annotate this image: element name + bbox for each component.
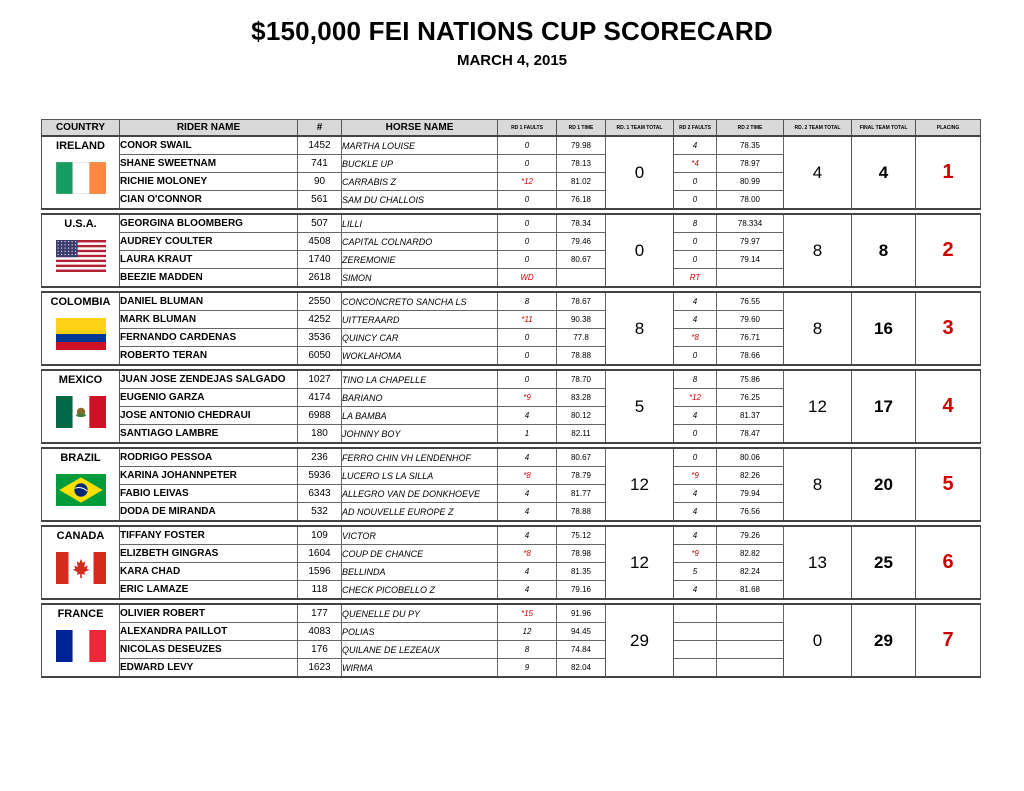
rd1-faults: 4 bbox=[498, 563, 557, 581]
horse-name: CARRABIS Z bbox=[342, 173, 498, 191]
rd1-faults: 0 bbox=[498, 347, 557, 366]
horse-name: SIMON bbox=[342, 269, 498, 288]
rider-number: 177 bbox=[298, 604, 342, 623]
rd1-faults: 4 bbox=[498, 581, 557, 600]
rd2-time: 76.71 bbox=[717, 329, 784, 347]
horse-name: TINO LA CHAPELLE bbox=[342, 370, 498, 389]
rider-number: 90 bbox=[298, 173, 342, 191]
rd1-time: 78.79 bbox=[557, 467, 606, 485]
final-team-total: 29 bbox=[852, 604, 916, 677]
rd1-team-total: 8 bbox=[606, 292, 674, 365]
rd2-time: 79.97 bbox=[717, 233, 784, 251]
rd2-faults: 4 bbox=[674, 136, 717, 155]
rd2-time: 81.68 bbox=[717, 581, 784, 600]
table-row bbox=[42, 604, 981, 623]
country-name: U.S.A. bbox=[64, 218, 97, 230]
rd2-time: 78.35 bbox=[717, 136, 784, 155]
team-placing: 3 bbox=[916, 292, 981, 365]
rider-name: LAURA KRAUT bbox=[120, 251, 298, 269]
rd2-time: 82.26 bbox=[717, 467, 784, 485]
rd1-time: 79.46 bbox=[557, 233, 606, 251]
rider-number: 6050 bbox=[298, 347, 342, 366]
horse-name: ZEREMONIE bbox=[342, 251, 498, 269]
rider-name: MARK BLUMAN bbox=[120, 311, 298, 329]
country-name: COLOMBIA bbox=[50, 296, 111, 308]
horse-name: WOKLAHOMA bbox=[342, 347, 498, 366]
horse-name: MARTHA LOUISE bbox=[342, 136, 498, 155]
team-country-cell bbox=[42, 136, 120, 209]
rd1-time: 78.98 bbox=[557, 545, 606, 563]
rider-number: 4083 bbox=[298, 623, 342, 641]
rd1-faults: *15 bbox=[498, 604, 557, 623]
rd2-time bbox=[717, 604, 784, 623]
rd1-time: 81.35 bbox=[557, 563, 606, 581]
rd2-faults: *8 bbox=[674, 329, 717, 347]
rd2-faults: 4 bbox=[674, 292, 717, 311]
horse-name: COUP DE CHANCE bbox=[342, 545, 498, 563]
rd1-time: 80.67 bbox=[557, 251, 606, 269]
rd2-faults: 0 bbox=[674, 347, 717, 366]
country-name: MEXICO bbox=[58, 374, 103, 386]
final-team-total: 17 bbox=[852, 370, 916, 443]
rider-number: 109 bbox=[298, 526, 342, 545]
rider-number: 1623 bbox=[298, 659, 342, 678]
team-country-cell bbox=[42, 448, 120, 521]
rd2-faults: 0 bbox=[674, 251, 717, 269]
rider-number: 6343 bbox=[298, 485, 342, 503]
rd2-time: 78.47 bbox=[717, 425, 784, 444]
rd1-time: 94.45 bbox=[557, 623, 606, 641]
rider-number: 741 bbox=[298, 155, 342, 173]
rd2-faults: 8 bbox=[674, 214, 717, 233]
rd1-faults: *8 bbox=[498, 467, 557, 485]
rider-name: RICHIE MOLONEY bbox=[120, 173, 298, 191]
horse-name: SAM DU CHALLOIS bbox=[342, 191, 498, 210]
rd2-faults: 0 bbox=[674, 425, 717, 444]
header-rd2-time: RD 2 TIME bbox=[717, 120, 784, 137]
rider-number: 3536 bbox=[298, 329, 342, 347]
header-placing: PLACING bbox=[916, 120, 981, 137]
ireland-flag bbox=[56, 162, 106, 194]
rd2-time: 79.26 bbox=[717, 526, 784, 545]
rider-name: DANIEL BLUMAN bbox=[120, 292, 298, 311]
rider-number: 4508 bbox=[298, 233, 342, 251]
table-row bbox=[42, 526, 981, 545]
team-country-cell bbox=[42, 604, 120, 677]
rd1-time: 74.84 bbox=[557, 641, 606, 659]
rider-number: 1604 bbox=[298, 545, 342, 563]
rd2-faults: 0 bbox=[674, 191, 717, 210]
rd1-faults: *12 bbox=[498, 173, 557, 191]
rd1-time: 80.12 bbox=[557, 407, 606, 425]
rd1-time: 75.12 bbox=[557, 526, 606, 545]
rider-number: 561 bbox=[298, 191, 342, 210]
rd2-time: 79.94 bbox=[717, 485, 784, 503]
rd1-time: 91.96 bbox=[557, 604, 606, 623]
rd1-faults: 12 bbox=[498, 623, 557, 641]
header-rd2-team-total: RD. 2 TEAM TOTAL bbox=[784, 120, 852, 137]
rd1-faults: 0 bbox=[498, 214, 557, 233]
rider-name: KARA CHAD bbox=[120, 563, 298, 581]
rider-number: 236 bbox=[298, 448, 342, 467]
rd2-team-total: 4 bbox=[784, 136, 852, 209]
rider-number: 1740 bbox=[298, 251, 342, 269]
team-placing: 4 bbox=[916, 370, 981, 443]
rd1-faults: 8 bbox=[498, 641, 557, 659]
rd2-time: 80.06 bbox=[717, 448, 784, 467]
rd1-time: 82.11 bbox=[557, 425, 606, 444]
rd2-faults: 0 bbox=[674, 233, 717, 251]
rd1-faults: 4 bbox=[498, 503, 557, 522]
rd2-time: 78.66 bbox=[717, 347, 784, 366]
france-flag bbox=[56, 630, 106, 662]
rider-name: ERIC LAMAZE bbox=[120, 581, 298, 600]
rd1-time: 78.34 bbox=[557, 214, 606, 233]
rd1-faults: 4 bbox=[498, 485, 557, 503]
rd1-faults: WD bbox=[498, 269, 557, 288]
rd2-faults: 4 bbox=[674, 526, 717, 545]
rider-name: OLIVIER ROBERT bbox=[120, 604, 298, 623]
rd2-faults: RT bbox=[674, 269, 717, 288]
team-placing: 6 bbox=[916, 526, 981, 599]
table-row bbox=[42, 214, 981, 233]
country-name: FRANCE bbox=[57, 608, 104, 620]
rd2-faults: *9 bbox=[674, 467, 717, 485]
team-country-cell bbox=[42, 292, 120, 365]
rd2-faults bbox=[674, 604, 717, 623]
rd2-team-total: 8 bbox=[784, 214, 852, 287]
colombia-flag bbox=[56, 318, 106, 350]
country-name: IRELAND bbox=[56, 140, 105, 152]
rd1-faults: *11 bbox=[498, 311, 557, 329]
team-placing: 5 bbox=[916, 448, 981, 521]
rd2-time: 76.56 bbox=[717, 503, 784, 522]
header-rider: RIDER NAME bbox=[120, 120, 298, 137]
rd1-time: 82.04 bbox=[557, 659, 606, 678]
rd2-time bbox=[717, 623, 784, 641]
horse-name: QUILANE DE LEZEAUX bbox=[342, 641, 498, 659]
rd2-faults: 8 bbox=[674, 370, 717, 389]
usa-flag bbox=[56, 240, 106, 272]
horse-name: LILLI bbox=[342, 214, 498, 233]
canada-flag bbox=[56, 552, 106, 584]
rider-name: GEORGINA BLOOMBERG bbox=[120, 214, 298, 233]
rd2-faults: *12 bbox=[674, 389, 717, 407]
header-final-team-total: FINAL TEAM TOTAL bbox=[852, 120, 916, 137]
rd1-time: 81.02 bbox=[557, 173, 606, 191]
rider-name: JUAN JOSE ZENDEJAS SALGADO bbox=[120, 370, 298, 389]
rd1-time: 90.38 bbox=[557, 311, 606, 329]
horse-name: QUINCY CAR bbox=[342, 329, 498, 347]
rd1-time: 78.70 bbox=[557, 370, 606, 389]
mexico-flag bbox=[56, 396, 106, 428]
final-team-total: 16 bbox=[852, 292, 916, 365]
team-placing: 1 bbox=[916, 136, 981, 209]
rd1-time bbox=[557, 269, 606, 288]
rd1-faults: 0 bbox=[498, 329, 557, 347]
horse-name: UITTERAARD bbox=[342, 311, 498, 329]
rd2-time: 81.37 bbox=[717, 407, 784, 425]
rd2-faults: 4 bbox=[674, 311, 717, 329]
rd2-time: 76.25 bbox=[717, 389, 784, 407]
rider-number: 180 bbox=[298, 425, 342, 444]
brazil-flag bbox=[56, 474, 106, 506]
final-team-total: 20 bbox=[852, 448, 916, 521]
rd2-time bbox=[717, 659, 784, 678]
rd1-time: 78.88 bbox=[557, 503, 606, 522]
header-number: # bbox=[298, 120, 342, 137]
rd2-faults: 5 bbox=[674, 563, 717, 581]
rd1-faults: 0 bbox=[498, 136, 557, 155]
header-rd1-time: RD 1 TIME bbox=[557, 120, 606, 137]
header-horse: HORSE NAME bbox=[342, 120, 498, 137]
rd2-time: 75.86 bbox=[717, 370, 784, 389]
rider-number: 507 bbox=[298, 214, 342, 233]
rd2-time: 79.14 bbox=[717, 251, 784, 269]
horse-name: CONCONCRETO SANCHA LS bbox=[342, 292, 498, 311]
rd2-time: 82.24 bbox=[717, 563, 784, 581]
rd1-faults: 4 bbox=[498, 526, 557, 545]
rd1-team-total: 29 bbox=[606, 604, 674, 677]
team-placing: 7 bbox=[916, 604, 981, 677]
page-title: $150,000 FEI NATIONS CUP SCORECARD bbox=[251, 16, 773, 46]
rd1-faults: 0 bbox=[498, 251, 557, 269]
horse-name: AD NOUVELLE EUROPE Z bbox=[342, 503, 498, 522]
rider-name: DODA DE MIRANDA bbox=[120, 503, 298, 522]
rider-name: FABIO LEIVAS bbox=[120, 485, 298, 503]
horse-name: QUENELLE DU PY bbox=[342, 604, 498, 623]
rider-number: 176 bbox=[298, 641, 342, 659]
scorecard-table bbox=[41, 119, 981, 678]
rd2-faults: 4 bbox=[674, 581, 717, 600]
rd1-faults: 0 bbox=[498, 370, 557, 389]
rd1-time: 83.28 bbox=[557, 389, 606, 407]
horse-name: JOHNNY BOY bbox=[342, 425, 498, 444]
table-row bbox=[42, 136, 981, 155]
header-country: COUNTRY bbox=[42, 120, 120, 137]
horse-name: LA BAMBA bbox=[342, 407, 498, 425]
rd1-faults: 1 bbox=[498, 425, 557, 444]
rider-name: ALEXANDRA PAILLOT bbox=[120, 623, 298, 641]
final-team-total: 4 bbox=[852, 136, 916, 209]
rd1-time: 78.13 bbox=[557, 155, 606, 173]
rider-number: 118 bbox=[298, 581, 342, 600]
rd2-time bbox=[717, 269, 784, 288]
rd2-faults: 0 bbox=[674, 448, 717, 467]
rd2-time: 76.55 bbox=[717, 292, 784, 311]
rd1-faults: 0 bbox=[498, 191, 557, 210]
rider-number: 532 bbox=[298, 503, 342, 522]
rd1-faults: 0 bbox=[498, 233, 557, 251]
rider-number: 2618 bbox=[298, 269, 342, 288]
rider-number: 4252 bbox=[298, 311, 342, 329]
rd1-time: 76.18 bbox=[557, 191, 606, 210]
team-country-cell bbox=[42, 370, 120, 443]
team-country-cell bbox=[42, 214, 120, 287]
horse-name: BELLINDA bbox=[342, 563, 498, 581]
horse-name: CAPITAL COLNARDO bbox=[342, 233, 498, 251]
horse-name: VICTOR bbox=[342, 526, 498, 545]
table-row bbox=[42, 370, 981, 389]
rider-name: AUDREY COULTER bbox=[120, 233, 298, 251]
horse-name: FERRO CHIN VH LENDENHOF bbox=[342, 448, 498, 467]
rd1-faults: 8 bbox=[498, 292, 557, 311]
rd1-time: 81.77 bbox=[557, 485, 606, 503]
country-name: CANADA bbox=[56, 530, 105, 542]
rd2-faults: 0 bbox=[674, 173, 717, 191]
rider-name: SHANE SWEETNAM bbox=[120, 155, 298, 173]
rd2-faults bbox=[674, 623, 717, 641]
rd1-faults: 4 bbox=[498, 407, 557, 425]
rd2-team-total: 13 bbox=[784, 526, 852, 599]
rider-name: BEEZIE MADDEN bbox=[120, 269, 298, 288]
rider-number: 1452 bbox=[298, 136, 342, 155]
rider-name: JOSE ANTONIO CHEDRAUI bbox=[120, 407, 298, 425]
horse-name: POLIAS bbox=[342, 623, 498, 641]
header-rd1-faults: RD 1 FAULTS bbox=[498, 120, 557, 137]
rd2-faults bbox=[674, 641, 717, 659]
horse-name: ALLEGRO VAN DE DONKHOEVE bbox=[342, 485, 498, 503]
horse-name: BUCKLE UP bbox=[342, 155, 498, 173]
rider-name: SANTIAGO LAMBRE bbox=[120, 425, 298, 444]
rider-name: CONOR SWAIL bbox=[120, 136, 298, 155]
rd1-team-total: 12 bbox=[606, 448, 674, 521]
rd2-team-total: 8 bbox=[784, 448, 852, 521]
rd1-time: 79.16 bbox=[557, 581, 606, 600]
rider-name: TIFFANY FOSTER bbox=[120, 526, 298, 545]
rd1-time: 78.67 bbox=[557, 292, 606, 311]
horse-name: LUCERO LS LA SILLA bbox=[342, 467, 498, 485]
rd2-team-total: 8 bbox=[784, 292, 852, 365]
rider-number: 1596 bbox=[298, 563, 342, 581]
rd1-team-total: 0 bbox=[606, 136, 674, 209]
rd1-team-total: 12 bbox=[606, 526, 674, 599]
rider-number: 2550 bbox=[298, 292, 342, 311]
rd2-team-total: 0 bbox=[784, 604, 852, 677]
rider-name: NICOLAS DESEUZES bbox=[120, 641, 298, 659]
rd1-time: 79.98 bbox=[557, 136, 606, 155]
final-team-total: 8 bbox=[852, 214, 916, 287]
rider-number: 1027 bbox=[298, 370, 342, 389]
table-row bbox=[42, 292, 981, 311]
rd1-time: 80.67 bbox=[557, 448, 606, 467]
rider-name: RODRIGO PESSOA bbox=[120, 448, 298, 467]
rider-name: ELIZBETH GINGRAS bbox=[120, 545, 298, 563]
rd2-time: 79.60 bbox=[717, 311, 784, 329]
rd2-time: 80.99 bbox=[717, 173, 784, 191]
rd1-faults: 4 bbox=[498, 448, 557, 467]
rd1-faults: 9 bbox=[498, 659, 557, 678]
header-rd1-team-total: RD. 1 TEAM TOTAL bbox=[606, 120, 674, 137]
rd2-time: 78.97 bbox=[717, 155, 784, 173]
rider-name: ROBERTO TERAN bbox=[120, 347, 298, 366]
rd2-time bbox=[717, 641, 784, 659]
rd1-faults: 0 bbox=[498, 155, 557, 173]
team-placing: 2 bbox=[916, 214, 981, 287]
rider-name: FERNANDO CARDENAS bbox=[120, 329, 298, 347]
page-subtitle: MARCH 4, 2015 bbox=[456, 52, 568, 69]
rd1-time: 78.88 bbox=[557, 347, 606, 366]
rd2-faults: 4 bbox=[674, 407, 717, 425]
header-row bbox=[42, 120, 981, 137]
rider-number: 5936 bbox=[298, 467, 342, 485]
rider-number: 6988 bbox=[298, 407, 342, 425]
horse-name: CHECK PICOBELLO Z bbox=[342, 581, 498, 600]
rd2-faults: 4 bbox=[674, 503, 717, 522]
rd2-team-total: 12 bbox=[784, 370, 852, 443]
rider-name: EUGENIO GARZA bbox=[120, 389, 298, 407]
team-country-cell bbox=[42, 526, 120, 599]
rd2-faults: 4 bbox=[674, 485, 717, 503]
header-rd2-faults: RD 2 FAULTS bbox=[674, 120, 717, 137]
rd2-faults: *4 bbox=[674, 155, 717, 173]
rd2-time: 82.82 bbox=[717, 545, 784, 563]
rider-number: 4174 bbox=[298, 389, 342, 407]
horse-name: WIRMA bbox=[342, 659, 498, 678]
rd1-team-total: 0 bbox=[606, 214, 674, 287]
rd1-faults: *8 bbox=[498, 545, 557, 563]
rd1-faults: *9 bbox=[498, 389, 557, 407]
country-name: BRAZIL bbox=[60, 452, 101, 464]
rider-name: KARINA JOHANNPETER bbox=[120, 467, 298, 485]
rider-name: CIAN O'CONNOR bbox=[120, 191, 298, 210]
rd1-time: 77.8 bbox=[557, 329, 606, 347]
final-team-total: 25 bbox=[852, 526, 916, 599]
rd2-faults bbox=[674, 659, 717, 678]
rd1-team-total: 5 bbox=[606, 370, 674, 443]
horse-name: BARIANO bbox=[342, 389, 498, 407]
table-row bbox=[42, 448, 981, 467]
rd2-time: 78.00 bbox=[717, 191, 784, 210]
rider-name: EDWARD LEVY bbox=[120, 659, 298, 678]
rd2-time: 78.334 bbox=[717, 214, 784, 233]
rd2-faults: *9 bbox=[674, 545, 717, 563]
